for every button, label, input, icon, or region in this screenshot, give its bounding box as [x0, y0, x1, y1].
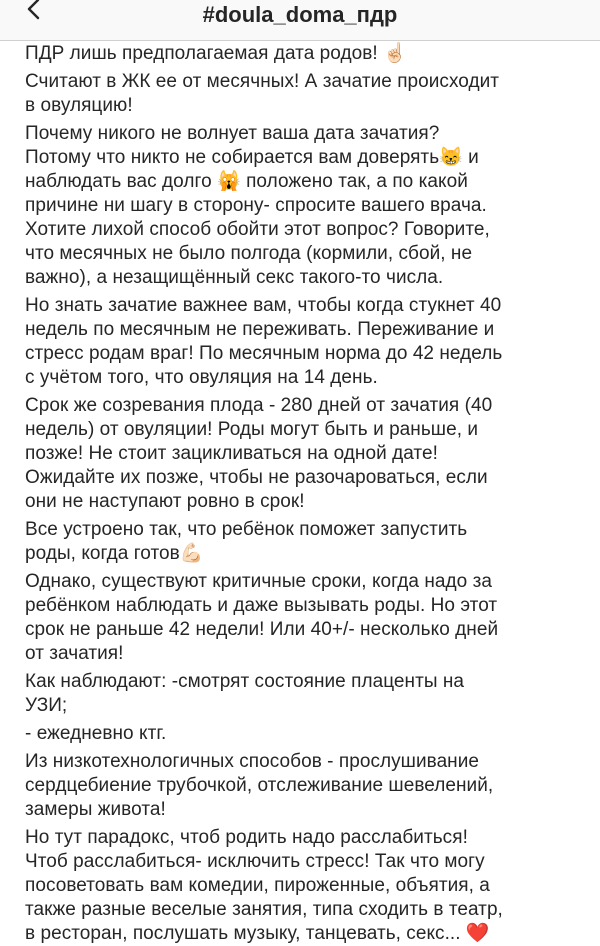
- caption-line: сердцебиение трубочкой, отслеживание шевелений,: [25, 775, 494, 796]
- caption-paragraph: [25, 394, 600, 514]
- caption-line: Потому что никто не собирается вам доверять😸 и: [25, 147, 479, 168]
- caption-line: Почему никого не волнует ваша дата зачатия?: [25, 123, 440, 144]
- caption-paragraph: [25, 722, 600, 746]
- post-caption: [0, 41, 600, 946]
- caption-line: стресс родам враг! По месячным норма до 42 недель: [25, 343, 503, 364]
- page-title: #doula_doma_пдр: [202, 2, 398, 27]
- caption-paragraph: [25, 826, 600, 946]
- caption-line: Ожидайте их позже, чтобы не разочароваться, если: [25, 467, 488, 488]
- caption-line: Чтоб расслабиться- исключить стресс! Так что могу: [25, 851, 485, 872]
- caption-line: - ежедневно ктг.: [25, 723, 167, 744]
- caption-line: Все устроено так, что ребёнок поможет запустить: [25, 519, 468, 540]
- caption-paragraph: [25, 750, 600, 822]
- caption-line: от зачатия!: [25, 643, 124, 664]
- caption-line: ребёнком наблюдать и даже вызывать роды. Но этот: [25, 595, 498, 616]
- caption-line: Считают в ЖК ее от месячных! А зачатие происходит: [25, 71, 500, 92]
- caption-line: позже! Не стоит зацикливаться на одной дате!: [25, 443, 438, 464]
- caption-line: посоветовать вам комедии, пироженные, объятия, а: [25, 875, 490, 896]
- caption-paragraph: [25, 70, 600, 118]
- caption-line: Но тут парадокс, чтоб родить надо расслабиться!: [25, 827, 468, 848]
- top-bar: [0, 0, 600, 41]
- caption-line: важно), а незащищённый секс такого-то числа.: [25, 267, 444, 288]
- caption-line: наблюдать вас долго 🙀 положено так, а по какой: [25, 171, 468, 192]
- caption-line: с учётом того, что овуляция на 14 день.: [25, 367, 378, 388]
- caption-paragraph: [25, 518, 600, 566]
- caption-paragraph: [25, 42, 600, 66]
- caption-paragraph: [25, 294, 600, 390]
- caption-line: недель) от овуляции! Роды могут быть и раньше, и: [25, 419, 479, 440]
- caption-line: недель по месячным не переживать. Переживание и: [25, 319, 495, 340]
- caption-line: Но знать зачатие важнее вам, чтобы когда стукнет 40: [25, 295, 502, 316]
- caption-line: ПДР лишь предполагаемая дата родов! ☝🏻: [25, 43, 407, 64]
- caption-line: Как наблюдают: -смотрят состояние плаценты на: [25, 671, 465, 692]
- caption-line: замеры живота!: [25, 799, 166, 820]
- caption-line: роды, когда готов💪🏻: [25, 543, 204, 564]
- caption-line: Из низкотехнологичных способов - прослушивание: [25, 751, 480, 772]
- caption-line: Срок же созревания плода - 280 дней от зачатия (40: [25, 395, 493, 416]
- caption-line: Однако, существуют критичные сроки, когда надо за: [25, 571, 492, 592]
- caption-line: в ресторан, послушать музыку, танцевать, секс... ❤️: [25, 923, 490, 944]
- caption-line: срок не раньше 42 недели! Или 40+/- несколько дней: [25, 619, 499, 640]
- caption-line: в овуляцию!: [25, 95, 133, 116]
- caption-paragraph: [25, 570, 600, 666]
- caption-paragraph: [25, 670, 600, 718]
- caption-line: УЗИ;: [25, 695, 68, 716]
- caption-line: что месячных не было полгода (кормили, сбой, не: [25, 243, 473, 264]
- caption-paragraph: [25, 122, 600, 290]
- caption-line: причине ни шагу в сторону- спросите вашего врача.: [25, 195, 487, 216]
- caption-line: они не наступают ровно в срок!: [25, 491, 305, 512]
- caption-line: Хотите лихой способ обойти этот вопрос? Говорите,: [25, 219, 490, 240]
- caption-line: также разные веселые занятия, типа сходить в театр,: [25, 899, 503, 920]
